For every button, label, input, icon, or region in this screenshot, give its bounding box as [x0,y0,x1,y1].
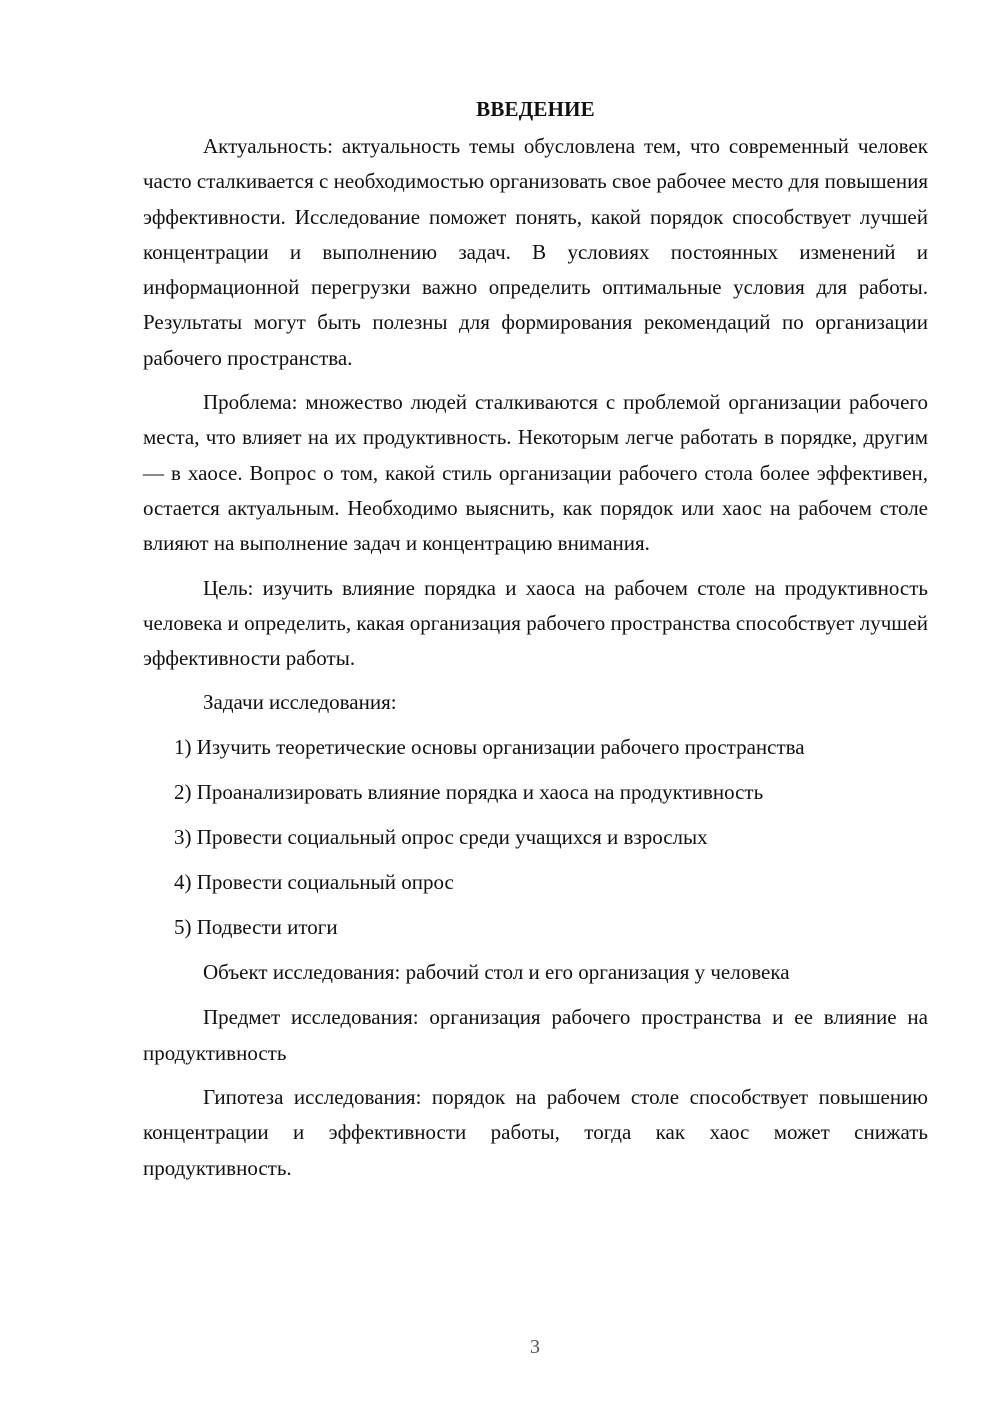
paragraph-gap [143,990,928,1000]
paragraph-hypothesis: Гипотеза исследования: порядок на рабочем столе способствует повышению концентрации и эффективности работы, тогда как хаос может снижать продуктивность. [143,1085,928,1180]
paragraph-gap [143,376,928,385]
paragraph-gap [143,720,928,730]
tasks-heading: Задачи исследования: [203,690,397,715]
tasks-list [143,730,928,945]
list-item: 3) Провести социальный опрос среди учащихся и взрослых [174,825,708,850]
page-title: ВВЕДЕНИЕ [476,97,595,121]
paragraph-gap [143,1071,928,1080]
paragraph-gap [143,765,928,775]
list-item: 5) Подвести итоги [174,915,338,940]
paragraph-gap [143,855,928,865]
paragraph-gap [143,562,928,571]
paragraph-gap [143,900,928,910]
paragraph-problem: Проблема: множество людей сталкиваются с проблемой организации рабочего места, что влияет на их продуктивность. Некоторым легче работать в порядке, другим — в хаосе. Вопрос о том, какой стиль организации рабочего стола более эффективен, остается актуальным. Необходимо выяснить, как порядок или хаос на рабочем столе влияют на выполнение задач и концентрацию внимания. [143,390,928,556]
list-item: 1) Изучить теоретические основы организации рабочего пространства [174,735,805,760]
paragraph-gap [143,945,928,955]
document-page [143,92,928,1186]
paragraph-subject: Предмет исследования: организация рабочего пространства и ее влияние на продуктивность [143,1005,928,1065]
paragraph-goal: Цель: изучить влияние порядка и хаоса на рабочем столе на продуктивность человека и определить, какая организация рабочего пространства способствует лучшей эффективности работы. [143,575,928,671]
list-item: 2) Проанализировать влияние порядка и хаоса на продуктивность [174,780,764,805]
list-item: 4) Провести социальный опрос [174,870,454,895]
page-number: 3 [530,1336,540,1358]
paragraph-gap [143,676,928,685]
paragraph-relevance: Актуальность: актуальность темы обусловлена тем, что современный человек часто сталкивается с необходимостью организовать свое рабочее место для повышения эффективности. Исследование поможет понять, какой порядок способствует лучшей концентрации и выполнению задач. В условиях постоянных изменений и информационной перегрузки важно определить оптимальные условия для работы. Результаты могут быть полезны для формирования рекомендаций по организации рабочего пространства. [143,134,928,370]
paragraph-gap [143,810,928,820]
paragraph-object: Объект исследования: рабочий стол и его организация у человека [203,960,790,985]
